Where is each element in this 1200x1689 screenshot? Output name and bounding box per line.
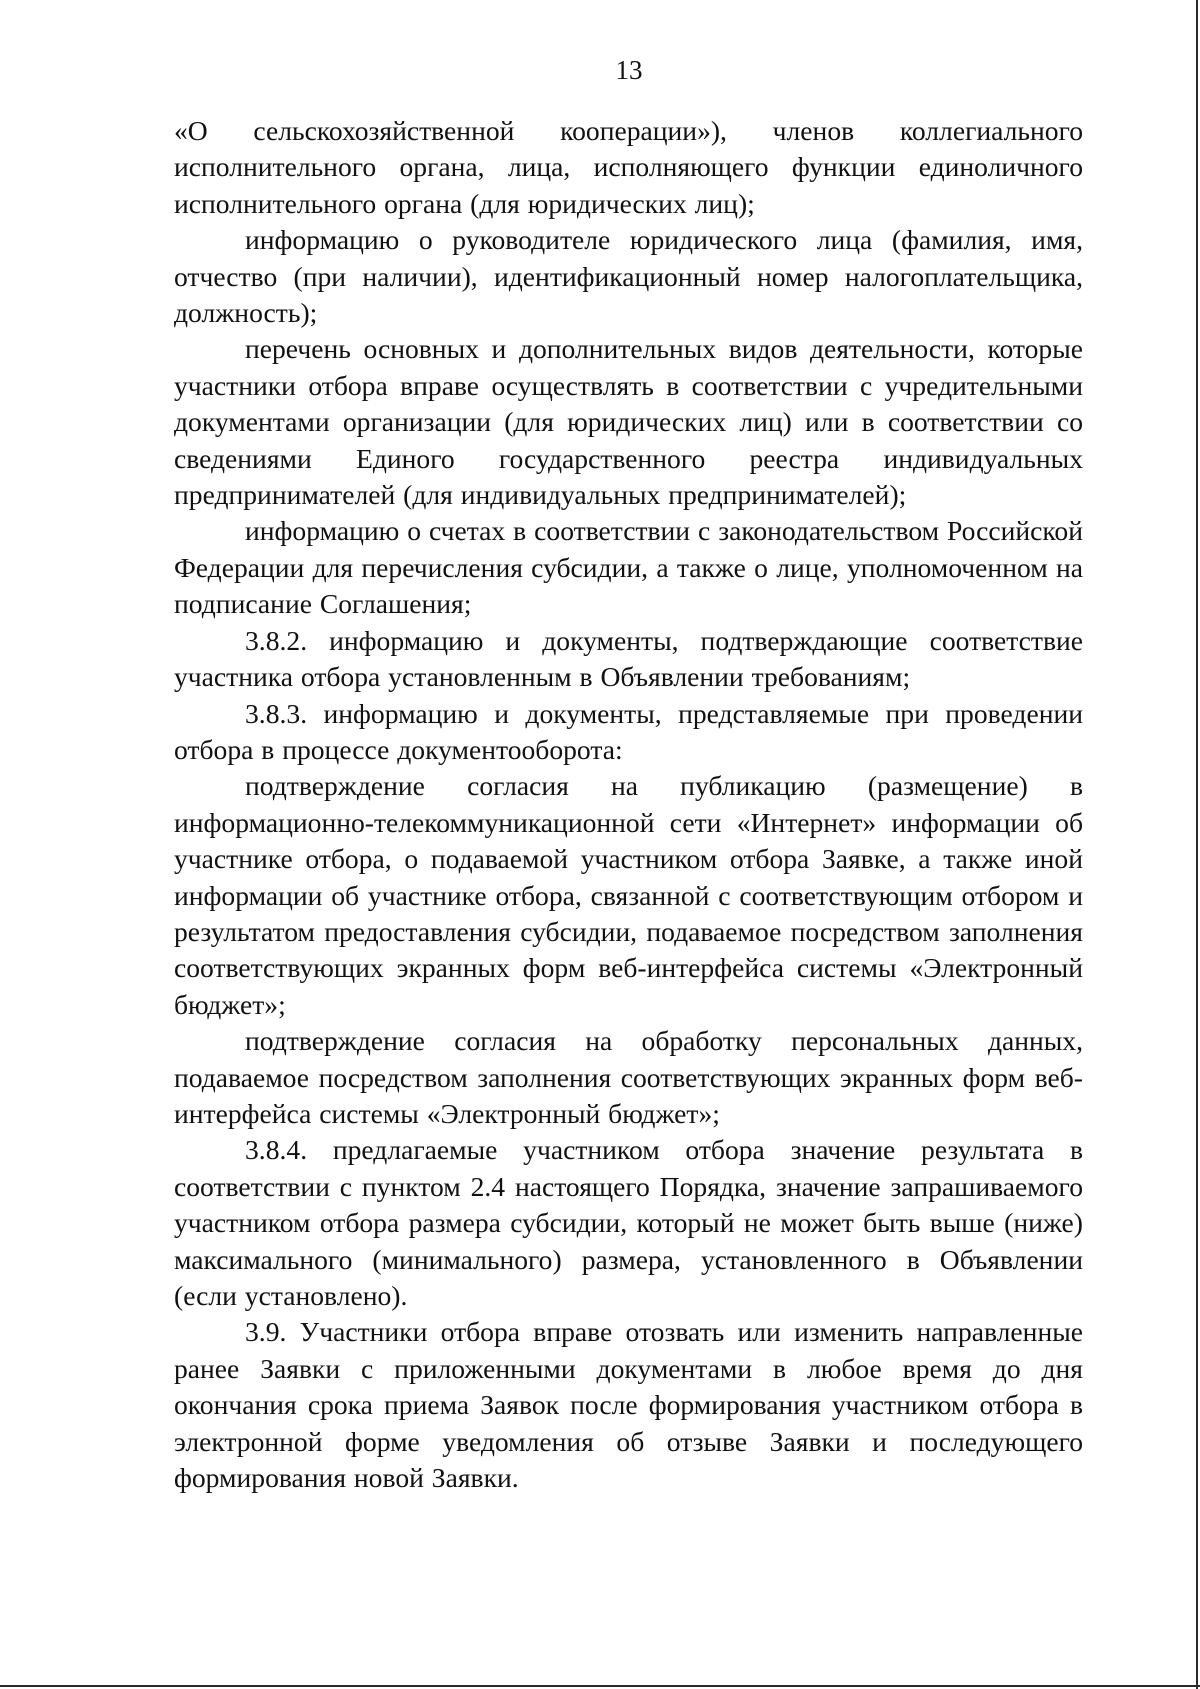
page-edge-bottom xyxy=(0,1685,1200,1687)
paragraph: 3.8.3. информацию и документы, представляемые при проведении отбора в процессе документооборота: xyxy=(174,697,1083,765)
paragraph: подтверждение согласия на публикацию (размещение) в информационно-телекоммуникационной сети «Интернет» информации об участнике отбора, о подаваемой участником отбора Заявке, а также иной информации об участнике отбора, связанной с соответствующим отбором и результатом предоставления субсидии, подаваемое посредством заполнения соответствующих экранных форм веб-интерфейса системы «Электронный бюджет»; xyxy=(174,770,1083,1020)
paragraph: «О сельскохозяйственной кооперации»), членов коллегиального исполнительного органа, лица, исполняющего функции единоличного исполнительного органа (для юридических лиц); xyxy=(174,115,1083,219)
paragraph: информацию о руководителе юридического лица (фамилия, имя, отчество (при наличии), идентификационный номер налогоплательщика, должность); xyxy=(174,224,1083,329)
page-edge-right xyxy=(1196,0,1198,1689)
paragraph: 3.8.4. предлагаемые участником отбора значение результата в соответствии с пунктом 2.4 настоящего Порядка, значение запрашиваемого участником отбора размера субсидии, который не может быть выше (ниже) максимального (минимального) размера, установленного в Объявлении (если установлено). xyxy=(174,1134,1083,1311)
document-body xyxy=(174,113,1083,1496)
paragraph: перечень основных и дополнительных видов деятельности, которые участники отбора вправе осуществлять в соответствии с учредительными документами организации (для юридических лиц) или в соответствии со сведениями Единого государственного реестра индивидуальных предпринимателей (для индивидуальных предпринимателей); xyxy=(174,333,1083,511)
page-number: 13 xyxy=(615,55,643,85)
paragraph: 3.9. Участники отбора вправе отозвать или изменить направленные ранее Заявки с приложенными документами в любое время до дня окончания срока приема Заявок после формирования участником отбора в электронной форме уведомления об отзыве Заявки и последующего формирования новой Заявки. xyxy=(174,1316,1083,1494)
paragraph: информацию о счетах в соответствии с законодательством Российской Федерации для перечисления субсидии, а также о лице, уполномоченном на подписание Соглашения; xyxy=(174,515,1083,620)
paragraph: подтверждение согласия на обработку персональных данных, подаваемое посредством заполнения соответствующих экранных форм веб-интерфейса системы «Электронный бюджет»; xyxy=(174,1025,1083,1129)
paragraph: 3.8.2. информацию и документы, подтверждающие соответствие участника отбора установленным в Объявлении требованиям; xyxy=(174,624,1083,693)
